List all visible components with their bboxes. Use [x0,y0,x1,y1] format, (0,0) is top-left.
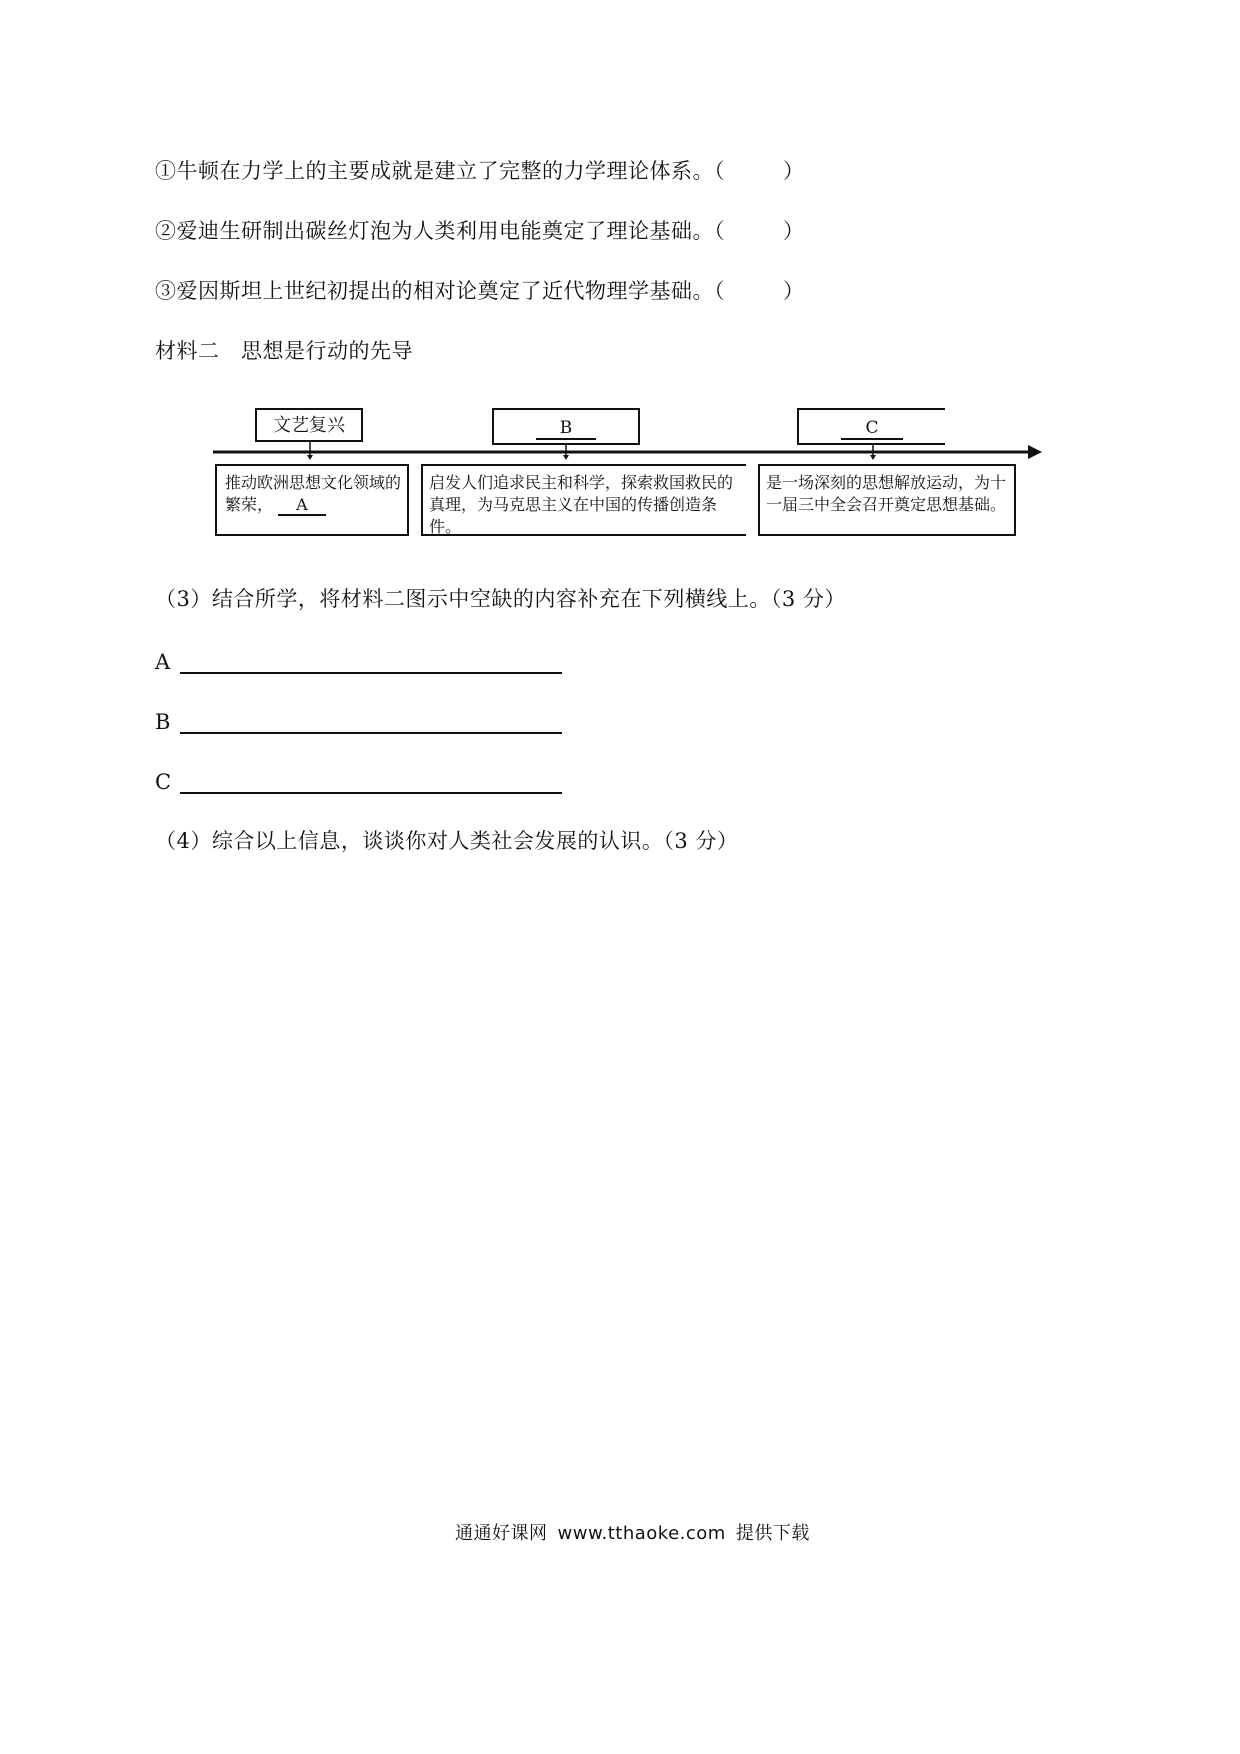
bottom-box-3: 是一场深刻的思想解放运动，为十一届三中全会召开奠定思想基础。 [758,464,1016,536]
statement-2 [155,217,805,245]
answer-b-line[interactable] [180,732,562,734]
statement-2-close-paren: ） [783,219,805,243]
statement-1-text: ①牛顿在力学上的主要成就是建立了完整的力学理论体系。（ [155,159,725,183]
statement-1-close-paren: ） [783,159,805,183]
answer-a-label: A [155,650,171,674]
axis-arrowhead [1028,445,1042,459]
top-box-renaissance-label: 文艺复兴 [273,415,345,436]
page-footer [455,1519,820,1545]
statement-3-text: ③爱因斯坦上世纪初提出的相对论奠定了近代物理学基础。（ [155,279,725,303]
bottom-box-1-text: 推动欧洲思想文化领域的繁荣， [225,473,402,514]
bottom-box-1-blank: A [278,496,326,516]
statement-2-text: ②爱迪生研制出碳丝灯泡为人类利用电能奠定了理论基础。（ [155,219,725,243]
top-box-renaissance [255,408,363,442]
top-box-b [492,408,640,445]
top-box-b-label: B [536,418,597,440]
answer-row-c [155,768,171,796]
top-box-c-label: C [841,418,902,440]
timeline-diagram [210,398,1050,548]
answer-c-line[interactable] [180,792,562,794]
bottom-box-1 [215,464,409,536]
statement-1 [155,157,805,185]
answer-row-a [155,648,170,676]
top-box-c [797,408,945,445]
answer-row-b [155,708,170,736]
footer-suffix: 提供下载 [735,1523,810,1544]
statement-3 [155,277,805,305]
footer-url[interactable]: www.tthaoke.com [557,1523,726,1544]
answer-b-label: B [155,710,171,734]
footer-site: 通通好课网 [455,1523,548,1544]
bottom-box-2: 启发人们追求民主和科学，探索救国救民的真理，为马克思主义在中国的传播创造条件。 [421,464,746,536]
answer-a-line[interactable] [180,672,562,674]
question-3: （3）结合所学，将材料二图示中空缺的内容补充在下列横线上。（3 分） [155,587,846,611]
statement-3-close-paren: ） [783,279,805,303]
material-2-title: 材料二 思想是行动的先导 [155,339,413,363]
answer-c-label: C [155,770,172,794]
question-4: （4）综合以上信息，谈谈你对人类社会发展的认识。（3 分） [155,829,739,853]
